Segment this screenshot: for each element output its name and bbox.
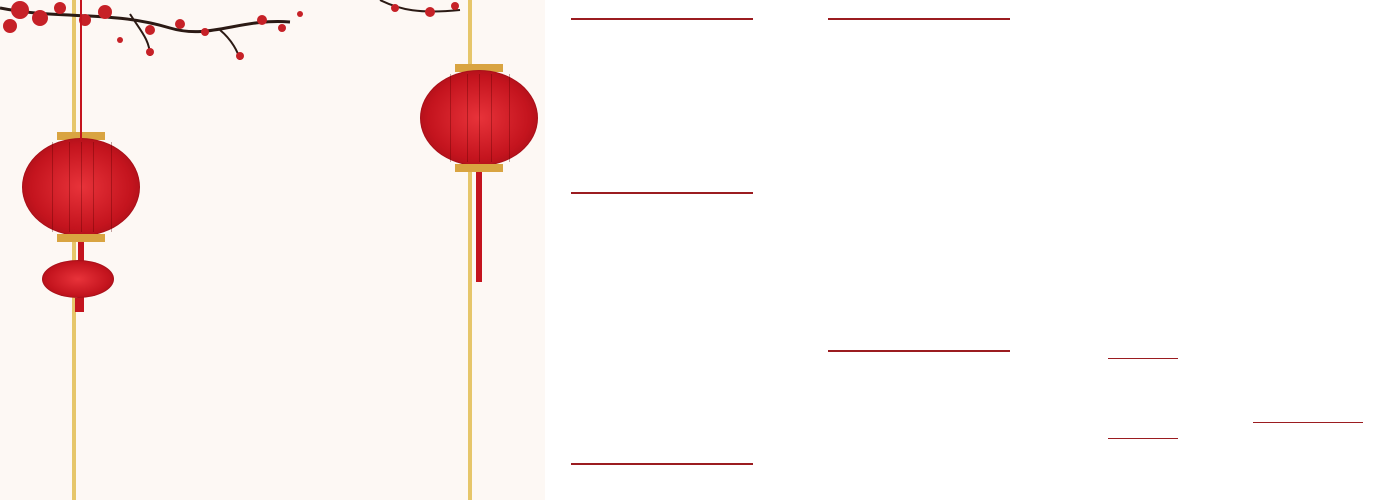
secondary-menu-page bbox=[1090, 0, 1400, 500]
section-divider bbox=[571, 18, 753, 20]
section-divider bbox=[1108, 358, 1178, 359]
food-menu-page bbox=[545, 0, 1090, 500]
chinese-night-poster bbox=[0, 0, 545, 500]
gold-pole-left bbox=[72, 0, 76, 500]
red-lantern-icon bbox=[22, 138, 140, 236]
small-lantern-icon bbox=[42, 260, 114, 298]
section-divider bbox=[571, 463, 753, 465]
section-divider bbox=[828, 350, 1010, 352]
section-divider bbox=[571, 192, 753, 194]
section-divider bbox=[828, 18, 1010, 20]
red-lantern-icon bbox=[420, 70, 538, 166]
section-divider bbox=[1253, 422, 1363, 423]
section-divider bbox=[1108, 438, 1178, 439]
lantern-string bbox=[80, 0, 82, 140]
